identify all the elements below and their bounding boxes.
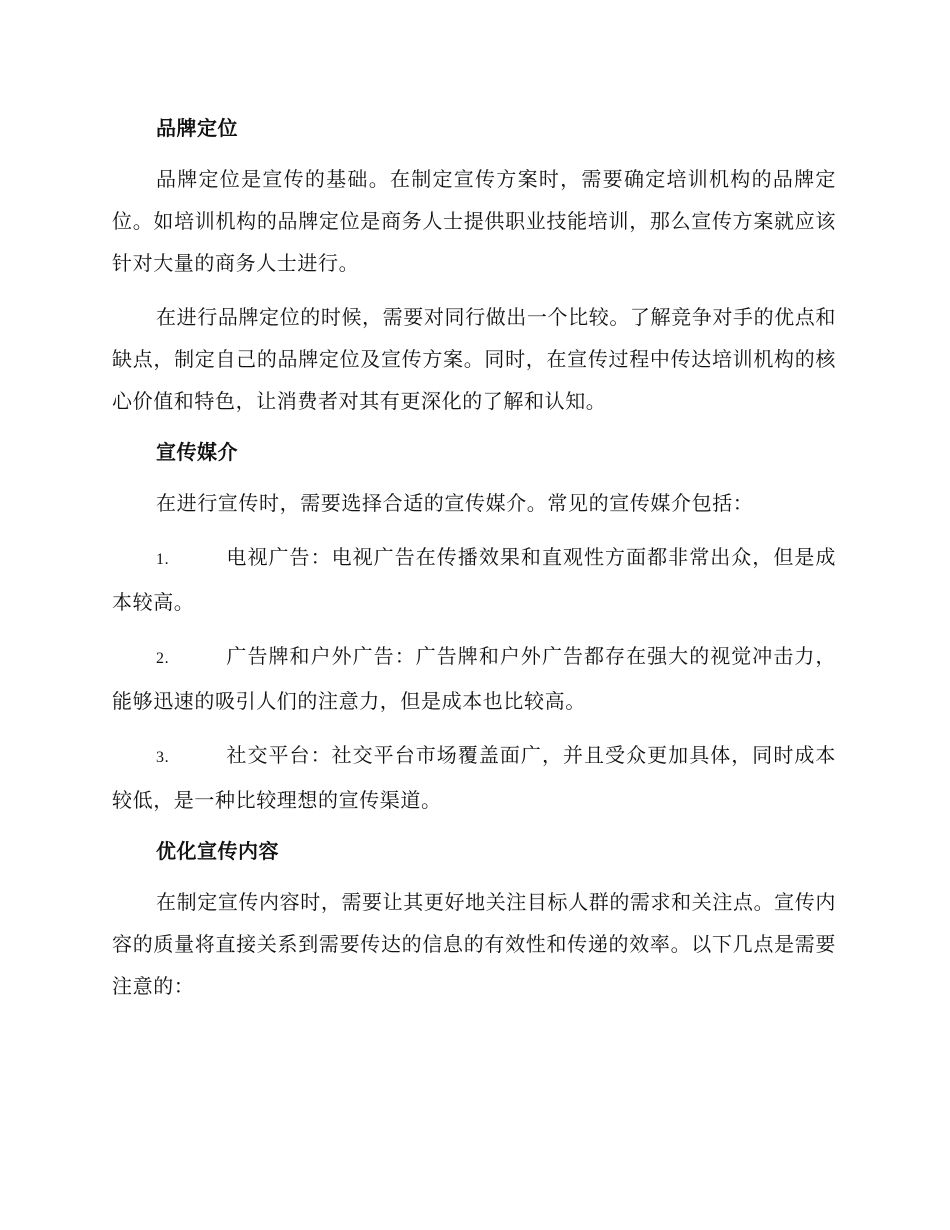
paragraph: 品牌定位是宣传的基础。在制定宣传方案时，需要确定培训机构的品牌定位。如培训机构的品牌定位是商务人士提供职业技能培训，那么宣传方案就应该针对大量的商务人士进行。 (112, 167, 836, 275)
list-item-text: 电视广告：电视广告在传播效果和直观性方面都非常出众，但是成本较高。 (112, 545, 836, 614)
list-item (112, 536, 836, 623)
list-item-number: 2. (156, 650, 170, 667)
section-heading-media: 宣传媒介 (156, 440, 238, 464)
section-heading-optimize-content: 优化宣传内容 (156, 839, 279, 863)
section-heading-brand-positioning: 品牌定位 (156, 116, 238, 140)
paragraph: 在进行宣传时，需要选择合适的宣传媒介。常见的宣传媒介包括： (156, 491, 754, 515)
paragraph: 在进行品牌定位的时候，需要对同行做出一个比较。了解竞争对手的优点和缺点，制定自己的品牌定位及宣传方案。同时，在宣传过程中传达培训机构的核心价值和特色，让消费者对其有更深化的了解和认知。 (112, 305, 836, 413)
document-page (112, 110, 836, 1019)
list-item-number: 1. (156, 551, 170, 568)
list-item (112, 635, 836, 722)
list-item-text: 社交平台：社交平台市场覆盖面广，并且受众更加具体，同时成本较低，是一种比较理想的宣传渠道。 (112, 743, 836, 812)
list-item (112, 734, 836, 821)
paragraph: 在制定宣传内容时，需要让其更好地关注目标人群的需求和关注点。宣传内容的质量将直接关系到需要传达的信息的有效性和传递的效率。以下几点是需要注意的： (112, 890, 836, 998)
list-item-text: 广告牌和户外广告：广告牌和户外广告都存在强大的视觉冲击力，能够迅速的吸引人们的注意力，但是成本也比较高。 (112, 644, 836, 713)
list-item-number: 3. (156, 749, 170, 766)
